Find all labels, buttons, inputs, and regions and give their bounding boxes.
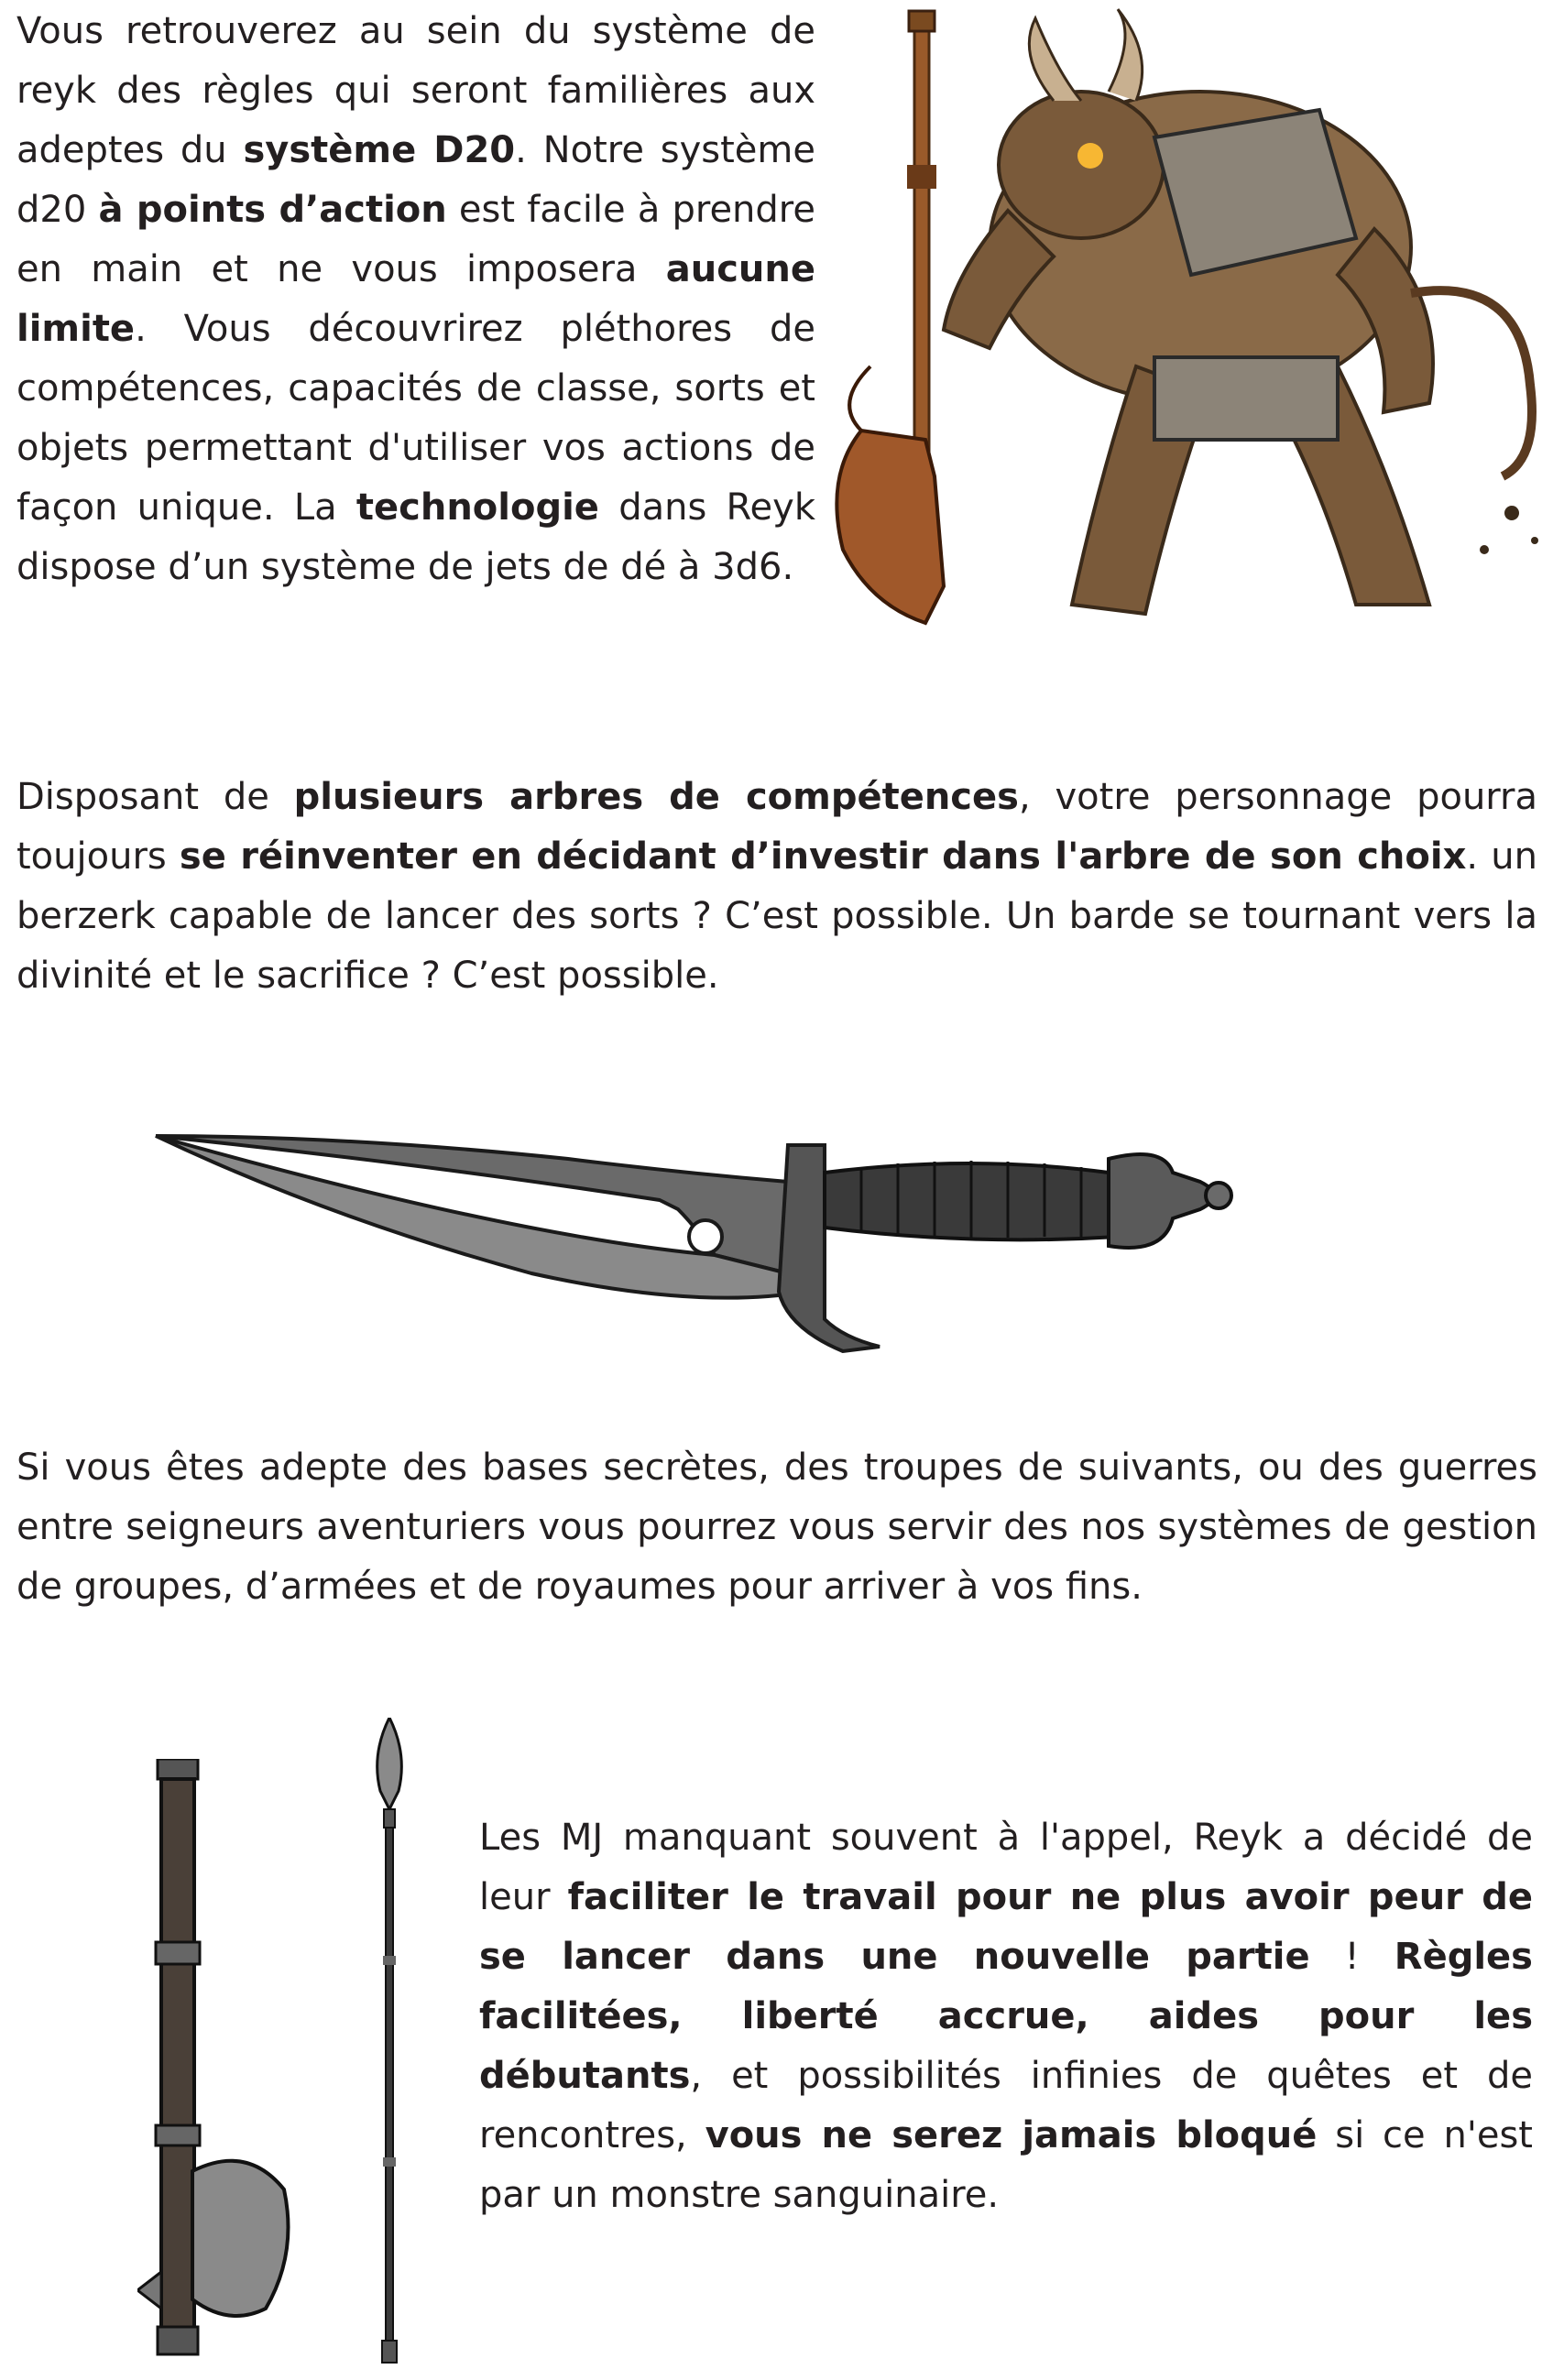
text-segment: si ce n'est par un monstre sanguinaire.	[479, 2114, 1533, 2216]
text-segment: . un berzerk capable de lancer des sorts ? C’est possible. Un barde se tournant vers la divinité et le sacrifice ? C’est possible.	[16, 835, 1537, 997]
paragraph-skill-trees	[16, 768, 1537, 1006]
paragraph-gm-help	[479, 1808, 1533, 2225]
text-segment: est facile à prendre en main et ne vous imposera	[16, 189, 815, 290]
spear-illustration	[362, 1718, 417, 2368]
bold-text-segment: système D20	[243, 129, 516, 171]
text-segment: dans Reyk dispose d’un système de jets de dé à 3d6.	[16, 486, 815, 588]
paragraph-intro	[16, 2, 815, 597]
text-segment: !	[1309, 1936, 1394, 1978]
bold-text-segment: à points d’action	[98, 189, 447, 231]
text-segment: Disposant de	[16, 776, 294, 818]
text-segment: . Notre système d20	[16, 129, 815, 231]
bold-text-segment: technologie	[355, 486, 599, 529]
text-segment: Vous retrouverez au sein du système de reyk des règles qui seront familières aux adeptes du	[16, 10, 815, 171]
curved-dagger-illustration	[147, 1108, 1411, 1356]
bold-text-segment: plusieurs arbres de compétences	[293, 776, 1019, 818]
minotaur-with-axe-illustration	[806, 0, 1553, 650]
bold-text-segment: Règles facilitées, liberté accrue, aides pour les débutants	[479, 1936, 1533, 2097]
text-segment: Si vous êtes adepte des bases secrètes, des troupes de suivants, ou des guerres entre seigneurs aventuriers vous pourrez vous servir des nos systèmes de gestion de groupes, d’armées et de royaumes pour arriver à vos fins.	[16, 1447, 1537, 1608]
text-segment: Les MJ manquant souvent à l'appel, Reyk a décidé de leur	[479, 1817, 1533, 1918]
paragraph-group-management	[16, 1438, 1537, 1617]
bold-text-segment: vous ne serez jamais bloqué	[705, 2114, 1318, 2156]
bold-text-segment: se réinventer en décidant d’investir dans l'arbre de son choix	[179, 835, 1467, 878]
text-segment: , votre personnage pourra toujours	[16, 776, 1538, 878]
hand-axe-illustration	[137, 1759, 302, 2364]
bold-text-segment: faciliter le travail pour ne plus avoir peur de se lancer dans une nouvelle partie	[479, 1876, 1533, 1978]
bold-text-segment: aucune limite	[16, 248, 815, 350]
text-segment: . Vous découvrirez pléthores de compétences, capacités de classe, sorts et objets permettant d'utiliser vos actions de façon unique. La	[16, 308, 815, 529]
text-segment: , et possibilités infinies de quêtes et de rencontres,	[479, 2055, 1533, 2156]
